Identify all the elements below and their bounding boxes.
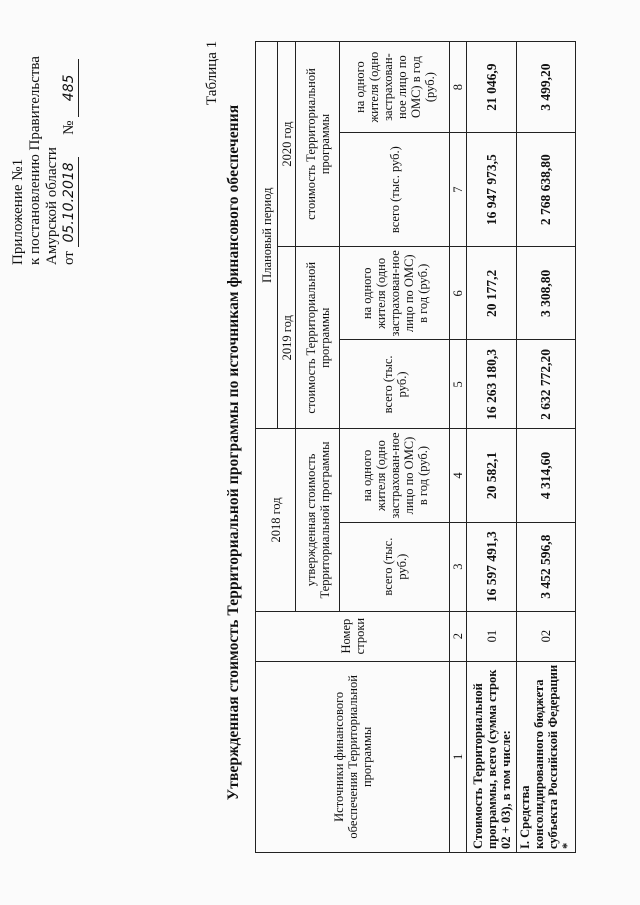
cost-table xyxy=(255,41,576,853)
header-total-2019: всего (тыс. руб.) xyxy=(340,340,450,429)
header-total-2020: всего (тыс. руб.) xyxy=(340,133,450,247)
col-num-7: 7 xyxy=(450,133,467,247)
column-number-row xyxy=(450,42,467,853)
row-source: Стоимость Территориальной программы, всего (сумма строк 02 + 03), в том числе: xyxy=(467,661,517,852)
header-per-resident-2020: на одного жителя (одно застрахован-ное лицо по ОМС) в год (руб.) xyxy=(340,42,450,133)
col-num-5: 5 xyxy=(450,340,467,429)
row-number: 02 xyxy=(517,611,576,661)
row-number: 01 xyxy=(467,611,517,661)
row-per-2020: 21 046,9 xyxy=(467,42,517,133)
col-num-1: 1 xyxy=(450,661,467,852)
handwritten-date: 05.10.2018 xyxy=(61,157,79,247)
appendix-line-3: Амурской области xyxy=(44,147,60,265)
header-total-2018: всего (тыс. руб.) xyxy=(340,522,450,611)
header-cost-2019: стоимость Территориальной программы xyxy=(296,247,340,429)
date-prefix: от xyxy=(61,251,77,265)
document-title: Утвержденная стоимость Территориальной программы по источникам финансового обеспечения xyxy=(225,104,242,801)
header-2020: 2020 год xyxy=(278,42,296,247)
col-num-2: 2 xyxy=(450,611,467,661)
number-prefix: № xyxy=(61,120,77,135)
row-per-2019: 3 308,80 xyxy=(517,247,576,340)
appendix-line-2: к постановлению Правительства xyxy=(27,56,43,265)
header-per-resident-2019: на одного жителя (одно застрахован-ное лицо по ОМС) в год (руб.) xyxy=(340,247,450,340)
header-row-1 xyxy=(256,42,278,853)
row-total-2019: 2 632 772,20 xyxy=(517,340,576,429)
row-per-2019: 20 177,2 xyxy=(467,247,517,340)
col-num-4: 4 xyxy=(450,429,467,522)
row-source: I. Средства консолидированного бюджета субъекта Российской Федерации * xyxy=(517,661,576,852)
header-per-resident-2018: на одного жителя (одно застрахован-ное лицо по ОМС) в год (руб.) xyxy=(340,429,450,522)
row-total-2020: 2 768 638,80 xyxy=(517,133,576,247)
row-per-2020: 3 499,20 xyxy=(517,42,576,133)
table-row xyxy=(467,42,517,853)
row-total-2018: 16 597 491,3 xyxy=(467,522,517,611)
col-num-3: 3 xyxy=(450,522,467,611)
row-per-2018: 4 314,60 xyxy=(517,429,576,522)
row-per-2018: 20 582,1 xyxy=(467,429,517,522)
header-planned-period: Плановый период xyxy=(256,42,278,429)
header-2019: 2019 год xyxy=(278,247,296,429)
handwritten-number: 485 xyxy=(61,59,79,117)
header-2018: 2018 год xyxy=(256,429,296,611)
row-total-2018: 3 452 596,8 xyxy=(517,522,576,611)
appendix-line-1: Приложение №1 xyxy=(10,158,26,265)
row-total-2019: 16 263 180,3 xyxy=(467,340,517,429)
appendix-date-line xyxy=(61,15,79,265)
table-row xyxy=(517,42,576,853)
header-cost-2020: стоимость Территориальной программы xyxy=(296,42,340,247)
table-label: Таблица 1 xyxy=(204,40,220,105)
col-num-8: 8 xyxy=(450,42,467,133)
header-approved-cost: утвержденная стоимость Территориальной программы xyxy=(296,429,340,611)
appendix-header xyxy=(10,15,79,265)
header-row-number: Номер строки xyxy=(256,611,450,661)
header-source: Источники финансового обеспечения Территориальной программы xyxy=(256,661,450,852)
row-total-2020: 16 947 973,5 xyxy=(467,133,517,247)
col-num-6: 6 xyxy=(450,247,467,340)
